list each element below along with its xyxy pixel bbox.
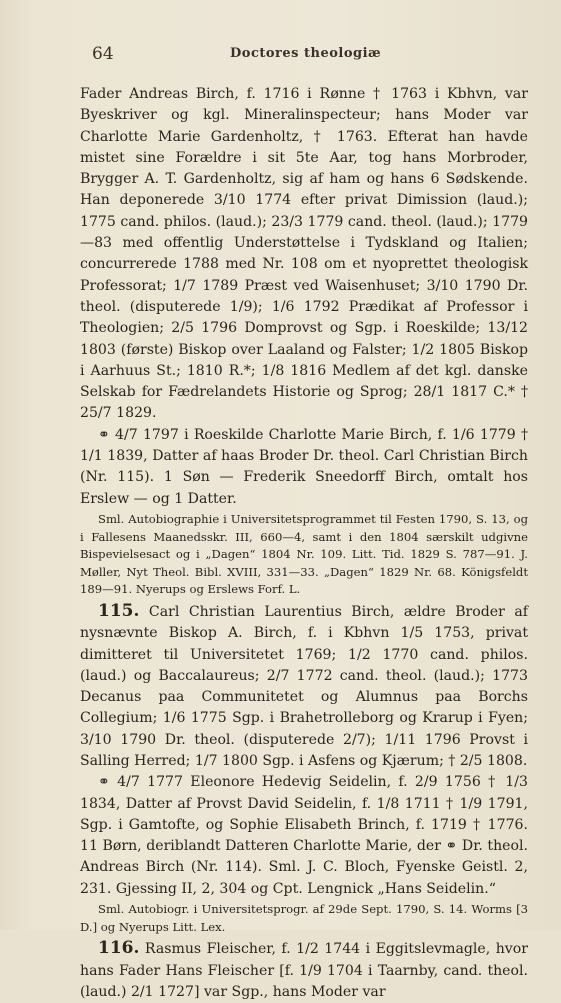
running-head: Doctores theologiæ bbox=[230, 46, 382, 61]
entry-text: Rasmus Fleischer, f. 1/2 1744 i Eggitslevmagle, hvor hans Fader Hans Fleischer [f. 1/9 1704 i Taarnby, cand. theol. (laud.) 2/1 1727] var Sgp., hans Moder var bbox=[80, 941, 528, 1000]
marriage-paragraph: ⚭ 4/7 1797 i Roeskilde Charlotte Marie Birch, f. 1/6 1779 † 1/1 1839, Datter af haas Broder Dr. theol. Carl Christian Birch (Nr. 115). 1 Søn — Frederik Sneedorff Birch, omtalt hos Erslew — og 1 Datter. bbox=[80, 426, 528, 507]
marriage-paragraph: ⚭ 4/7 1777 Eleonore Hedevig Seidelin, f. 2/9 1756 † 1/3 1834, Datter af Provst David Seidelin, f. 1/8 1711 † 1/9 1791, Sgp. i Gamtofte, og Sophie Elisabeth Brinch, f. 1719 † 1776. 11 Børn, deriblandt Datteren Charlotte Marie, der ⚭ Dr. theol. Andreas Birch (Nr. 114). Sml. J. C. Bloch, Fyenske Geistl. 2, 231. Gjessing II, 2, 304 og Cpt. Lengnick „Hans Seidelin.“ bbox=[80, 774, 528, 897]
entry-text: Carl Christian Laurentius Birch, ældre Broder af nysnævnte Biskop A. Birch, f. i Kbhvn 1/5 1753, privat dimitteret til Universitetet 1769; 1/2 1770 cand. philos. (laud.) og Baccalaureus; 2/7 1772 cand. theol. (laud.); 1773 Decanus paa Communitetet og Alumnus paa Borchs Collegium; 1/6 1775 Sgp. i Brahetrolleborg og Krarup i Fyen; 3/10 1790 Dr. theol. (disputerede 2/7); 1/11 1796 Provst i Salling Herred; 1/7 1800 Sgp. i Asfens og Kjærum; † 2/5 1808. bbox=[80, 603, 528, 769]
reference-note: Sml. Autobiogr. i Universitetsprogr. af 29de Sept. 1790, S. 14. Worms [3 D.] og Nyerups Litt. Lex. bbox=[80, 902, 528, 934]
page-header bbox=[92, 44, 512, 66]
body-paragraph: Fader Andreas Birch, f. 1716 i Rønne † 1763 i Kbhvn, var Byeskriver og kgl. Mineralinspecteur; hans Moder var Charlotte Marie Gardenholtz, † 1763. Efterat han havde mistet sine Forældre i sit 5te Aar, tog hans Morbroder, Brygger A. T. Gardenholtz, sig af ham og hans 6 Sødskende. Han deponerede 3/10 1774 efter privat Dimission (laud.); 1775 cand. philos. (laud.); 23/3 1779 cand. theol. (laud.); 1779—83 med offentlig Understøttelse i Tydskland og Italien; concurrerede 1788 med Nr. 108 om et nyoprettet theologisk Professorat; 1/7 1789 Præst ved Waisenhuset; 3/10 1790 Dr. theol. (disputerede 1/9); 1/6 1792 Prædikat af Professor i Theologien; 2/5 1796 Domprovst og Sgp. i Roeskilde; 13/12 1803 (første) Biskop over Laaland og Falster; 1/2 1805 Biskop i Aarhuus St.; 1810 R.*; 1/8 1816 Medlem af det kgl. danske Selskab for Fædrelandets Historie og Sprog; 28/1 1817 C.* † 25/7 1829. bbox=[80, 86, 528, 422]
page-number: 64 bbox=[92, 44, 114, 64]
entry-number: 115. bbox=[98, 600, 140, 621]
reference-note: Sml. Autobiographie i Universitetsprogrammet til Festen 1790, S. 13, og i Fallesens Maanedsskr. III, 660—4, samt i den 1804 særskilt udgivne Bispevielsesact og i „Dagen“ 1804 Nr. 109. Litt. Tid. 1829 S. 787—91. J. Møller, Nyt Theol. Bibl. XVIII, 331—33. „Dagen“ 1829 Nr. 68. Königsfeldt 189—91. Nyerups og Erslews Forf. L. bbox=[80, 511, 528, 597]
entry-number: 116. bbox=[98, 938, 140, 959]
page-body bbox=[80, 84, 528, 1003]
entry-paragraph bbox=[80, 938, 528, 1003]
entry-paragraph bbox=[80, 601, 528, 772]
